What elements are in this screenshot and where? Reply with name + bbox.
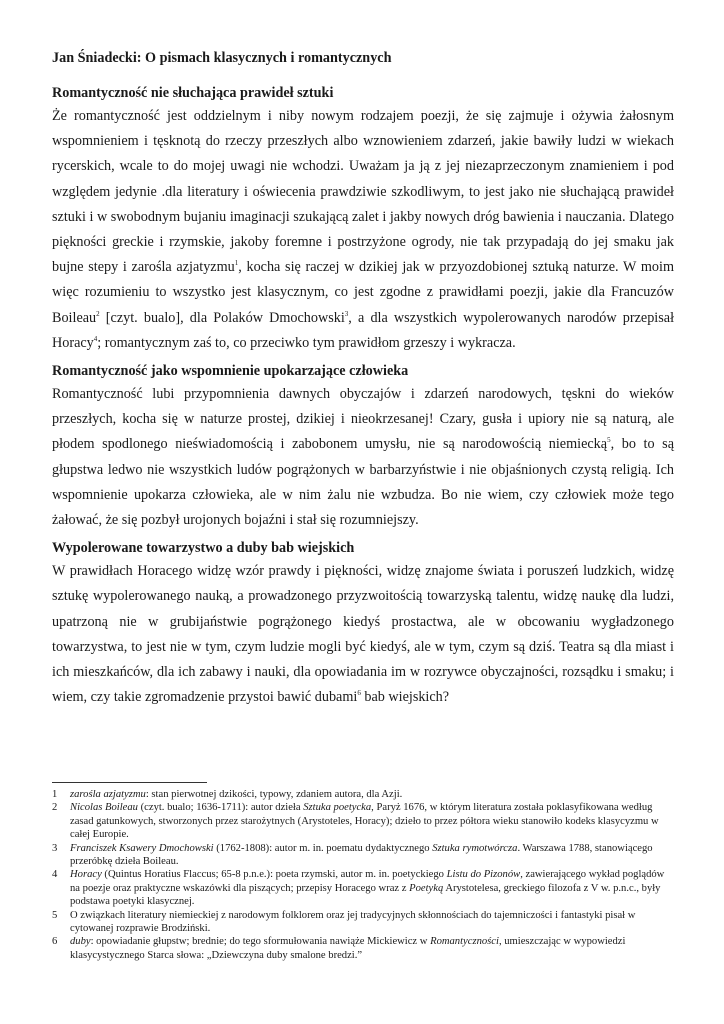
section-paragraph [52,104,674,356]
section-heading: Wypolerowane towarzystwo a duby bab wiejskich [52,540,355,557]
footnote-item [52,935,674,962]
footnote-item [52,842,674,869]
footnote-item [52,909,674,936]
document-title: Jan Śniadecki: O pismach klasycznych i romantycznych [52,50,392,66]
footnote-text: zarośla azjatyzmu: stan pierwotnej dzikości, typowy, zdaniem autora, dla Azji. [70,789,403,800]
footnote-ref[interactable]: 4 [93,334,98,343]
text-run: bab wiejskich? [360,689,450,706]
text-run: [czyt. bualo], dla Polaków Dmochowski [99,309,345,326]
section-heading: Romantyczność jako wspomnienie upokarzające człowieka [52,363,409,380]
section-2 [52,360,674,533]
section-paragraph [52,559,674,710]
footnote-text: O związkach literatury niemieckiej z narodowym folklorem oraz jej tradycyjnych skłonnościach do tajemniczości i fantastyki pisał w cytowanej rozprawie Brodziński. [70,909,636,935]
footnotes [52,788,674,962]
footnote-text: Nicolas Boileau (czyt. bualo; 1636-1711): autor dzieła Sztuka poetycka, Paryż 1676, w którym literatura została poklasyfikowana według zasad gatunkowych, stworzonych przez starożytnych (Arystoteles, Horacy); dzieło to przez półtora wieku stanowiło kodeks klasycyzmu w całej Europie. [70,802,659,841]
footnote-ref[interactable]: 1 [234,259,239,268]
text-run: , a dla wszystkich wypolerowanych narodów przepisał Horacy [52,309,675,351]
text-run: ; romantycznym zaś to, co przeciwko tym prawidłom grzeszy i wykracza. [97,334,516,351]
footnote-ref[interactable]: 5 [607,436,611,445]
footnote-item [52,801,674,841]
footnote-text: duby: opowiadanie głupstw; brednie; do tego sformułowania nawiąże Mickiewicz w Romantyczności, umieszczając w wypowiedzi klasycystycznego Starca słowa: „Dziewczyna duby smalone bredzi.” [70,936,626,961]
text-run: , bo to są głupstwa ledwo nie wszystkich ludów pogrążonych w barbarzyństwie i nie objaśnionych czystą religią. Ich wspomnienie upokarza człowieka, ale w nim żalu nie wzbudza. Bo nie wiem, czy człowiek może tego żałować, że się pozbył urojonych bojaźni i stał się rozumniejszy. [52,436,674,529]
section-3 [52,537,674,710]
footnote-number: 5 [52,909,58,921]
footnote-item [52,868,674,908]
footnote-ref[interactable]: 3 [344,309,349,318]
footnote-ref[interactable]: 2 [96,309,100,318]
footnote-number: 3 [52,842,58,854]
section-1 [52,82,674,356]
footnote-number: 4 [52,869,58,881]
footnote-number: 6 [52,936,58,948]
text-run: , kocha się raczej w dzikiej jak w przyozdobionej sztuką naturze. W moim więc rozumieniu to wszystko jest klasycznym, co jest zgodne z prawidłami poezji, jakie dla Francuzów Boileau [52,259,674,326]
footnote-item [52,788,674,801]
text-run: W prawidłach Horacego widzę wzór prawdy i piękności, widzę znajome świata i poruszeń ludzkich, widzę sztukę wypolerowanego nauką, a prowadzonego przyzwoitością towarzyską talentu, widzę naukę dla ludzi, upatrzoną nie w grubijaństwie pogrążonego kiedyś prostactwa, ale w obcowaniu wygładzonego towarzystwa, to jest nie w tym, czym ludzie mogli być kiedyś, ale w tym, czym są dziś. Teatra są dla miast i ich mieszkańców, dla ich zabawy i nauki, dla opowiadania im w rozrywce obyczajności, rozsądku i smaku; i wiem, czy takie zgromadzenie przystoi bawić dubami [52,563,674,706]
text-run: Że romantyczność jest oddzielnym i niby nowym rodzajem poezji, że się zajmuje i ożywia żałosnym wspomnieniem i tęsknotą do rzeczy przeszłych albo wznowieniem zdarzeń, jakie bawiły ludzi w wiekach rycerskich, wcale to do mojej uwagi nie wchodzi. Uważam ja ją z jej niezaprzeczonym znamieniem i pod względem jedynie .dla literatury i oświecenia prawdziwie szkodliwym, to jest jako nie słuchającą prawideł sztuki i w swobodnym bujaniu imaginacji szukającą zalet i jakby nowych dróg bawienia i nauczania. Dlatego piękności greckie i rzymskie, jakoby foremne i postrzyżone ogrody, nie tak przypadają do jej smaku jak bujne stepy i zarośla azjatyzmu [52,108,674,276]
section-paragraph [52,382,674,533]
section-heading: Romantyczność nie słuchająca prawideł sztuki [52,85,334,101]
footnote-number: 1 [52,789,58,800]
footnote-separator [52,782,207,783]
footnote-ref[interactable]: 6 [357,689,361,698]
footnote-text: Horacy (Quintus Horatius Flaccus; 65-8 p.n.e.): poeta rzymski, autor m. in. poetyckiego Listu do Pizonów, zawierającego wykład poglądów na poezje oraz praktyczne wskazówki dla piszących; przepisy Horacego wraz z Poetyką Arystotelesa, greckiego filozofa z V w. p.n.c., były podstawa poetyki klasycznej. [70,869,665,908]
footnote-text: Franciszek Ksawery Dmochowski (1762-1808): autor m. in. poematu dydaktycznego Sztuka rymotwórcza. Warszawa 1788, stanowiącego przeróbkę dzieła Boileau. [70,842,653,868]
document-page [52,48,674,714]
footnote-number: 2 [52,802,58,814]
text-run: Romantyczność lubi przypomnienia dawnych obyczajów i zdarzeń narodowych, tęskni do wieków przeszłych, kocha się w naturze prostej, dzikiej i nieokrzesanej! Czary, gusła i upiory nie są naturą, ale płodem spodlonego nieświadomością i zabobonem umysłu, nie są narodowością niemiecką [52,386,674,453]
